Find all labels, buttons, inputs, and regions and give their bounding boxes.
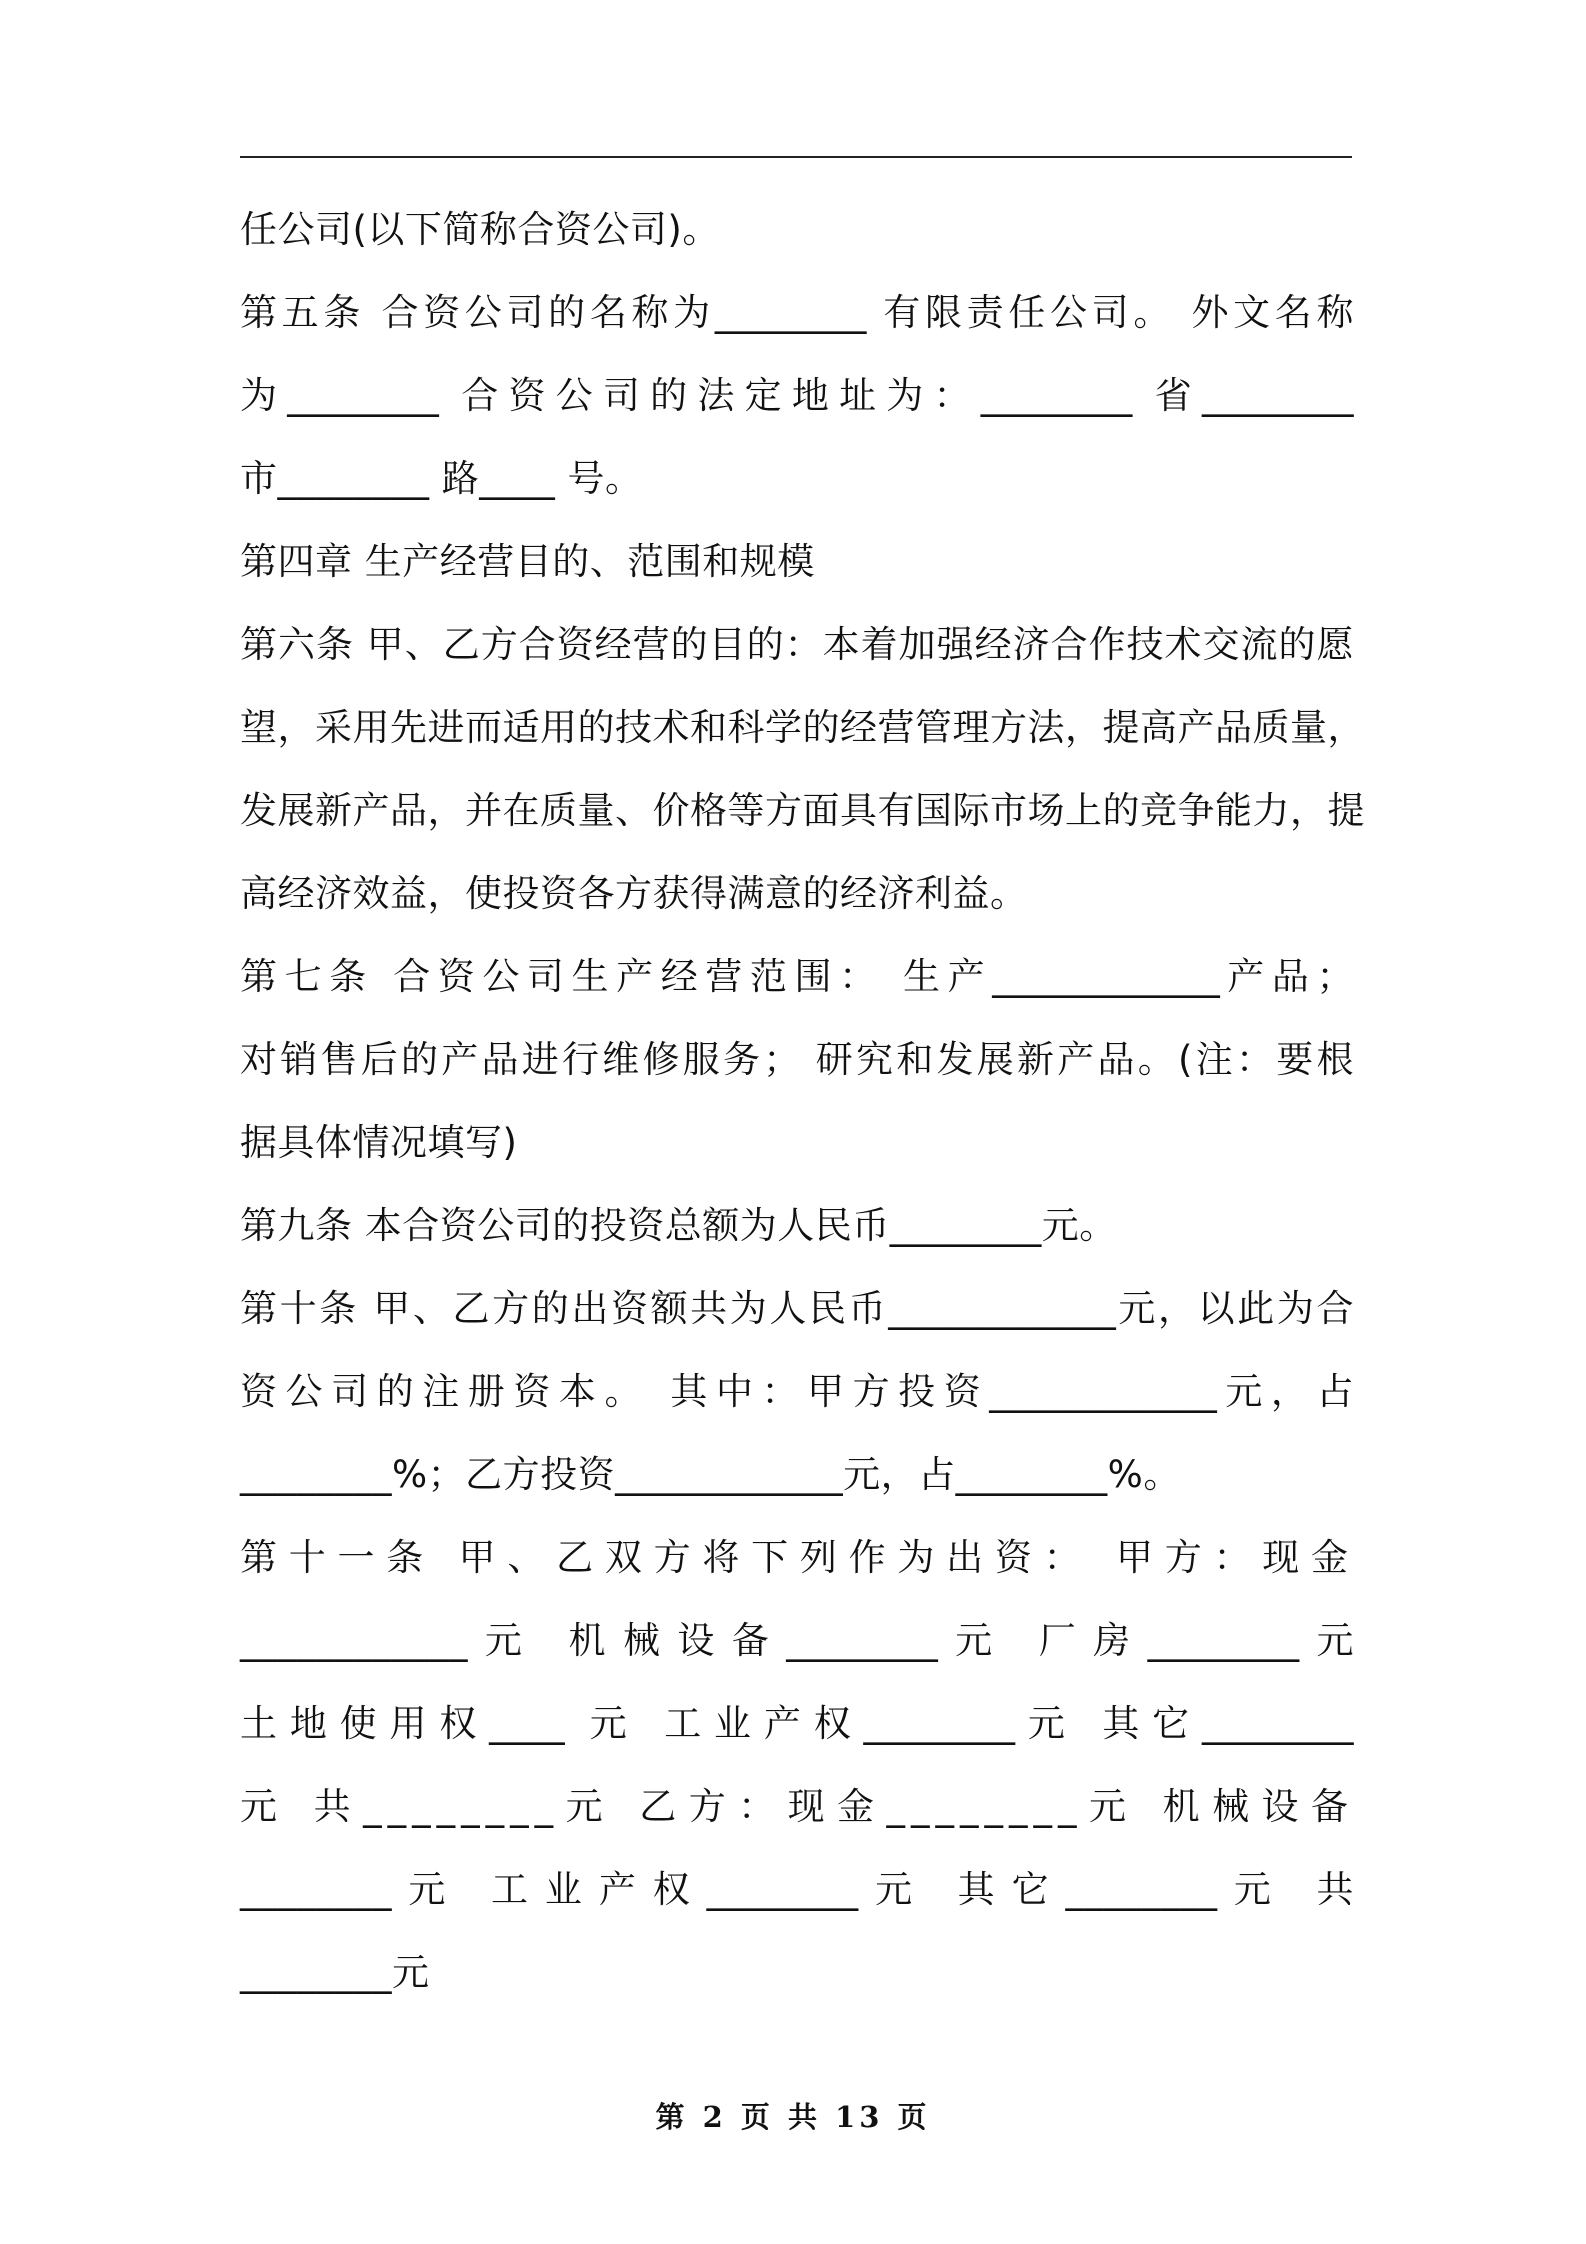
text-line-18: ____________元 机械设备________元 厂房________元 [240, 1619, 1354, 1662]
text-line-11: 对销售后的产品进行维修服务； 研究和发展新产品。(注：要根 [240, 1038, 1354, 1081]
text-line-15: 资公司的注册资本。 其中：甲方投资____________元，占 [240, 1370, 1354, 1413]
text-line-6: 第六条 甲、乙方合资经营的目的：本着加强经济合作技术交流的愿 [240, 623, 1354, 666]
text-line-21: ________元 工业产权________元 其它________元 共 [240, 1868, 1354, 1911]
text-line-2: 第五条 合资公司的名称为________ 有限责任公司。 外文名称 [240, 291, 1354, 334]
text-line-10: 第七条 合资公司生产经营范围： 生产____________产品； [240, 955, 1354, 998]
text-line-19: 土地使用权____ 元 工业产权________元 其它________ [240, 1702, 1354, 1745]
text-line-16: ________%；乙方投资____________元，占________%。 [240, 1453, 1181, 1496]
text-line-22: ________元 [240, 1951, 430, 1994]
text-line-3: 为________ 合资公司的法定地址为：________ 省________ [240, 374, 1354, 417]
text-line-20: 元 共________元 乙方：现金________元 机械设备 [240, 1785, 1354, 1828]
chapter-heading: 第四章 生产经营目的、范围和规模 [240, 540, 815, 583]
text-line-12: 据具体情况填写) [240, 1121, 518, 1164]
text-line-4: 市________ 路____ 号。 [240, 457, 643, 500]
text-line-9: 高经济效益，使投资各方获得满意的经济利益。 [240, 872, 1028, 915]
text-line-14: 第十条 甲、乙方的出资额共为人民币____________元，以此为合 [240, 1287, 1354, 1330]
text-line-17: 第十一条 甲、乙双方将下列作为出资： 甲方：现金 [240, 1536, 1354, 1579]
page-number-footer: 第 2 页 共 13 页 [655, 2100, 931, 2134]
text-line-1: 任公司(以下简称合资公司)。 [240, 208, 720, 251]
header-divider [240, 156, 1352, 158]
text-line-8: 发展新产品，并在质量、价格等方面具有国际市场上的竞争能力，提 [240, 789, 1365, 832]
text-line-13: 第九条 本合资公司的投资总额为人民币________元。 [240, 1204, 1117, 1247]
text-line-7: 望，采用先进而适用的技术和科学的经营管理方法，提高产品质量， [240, 706, 1365, 749]
